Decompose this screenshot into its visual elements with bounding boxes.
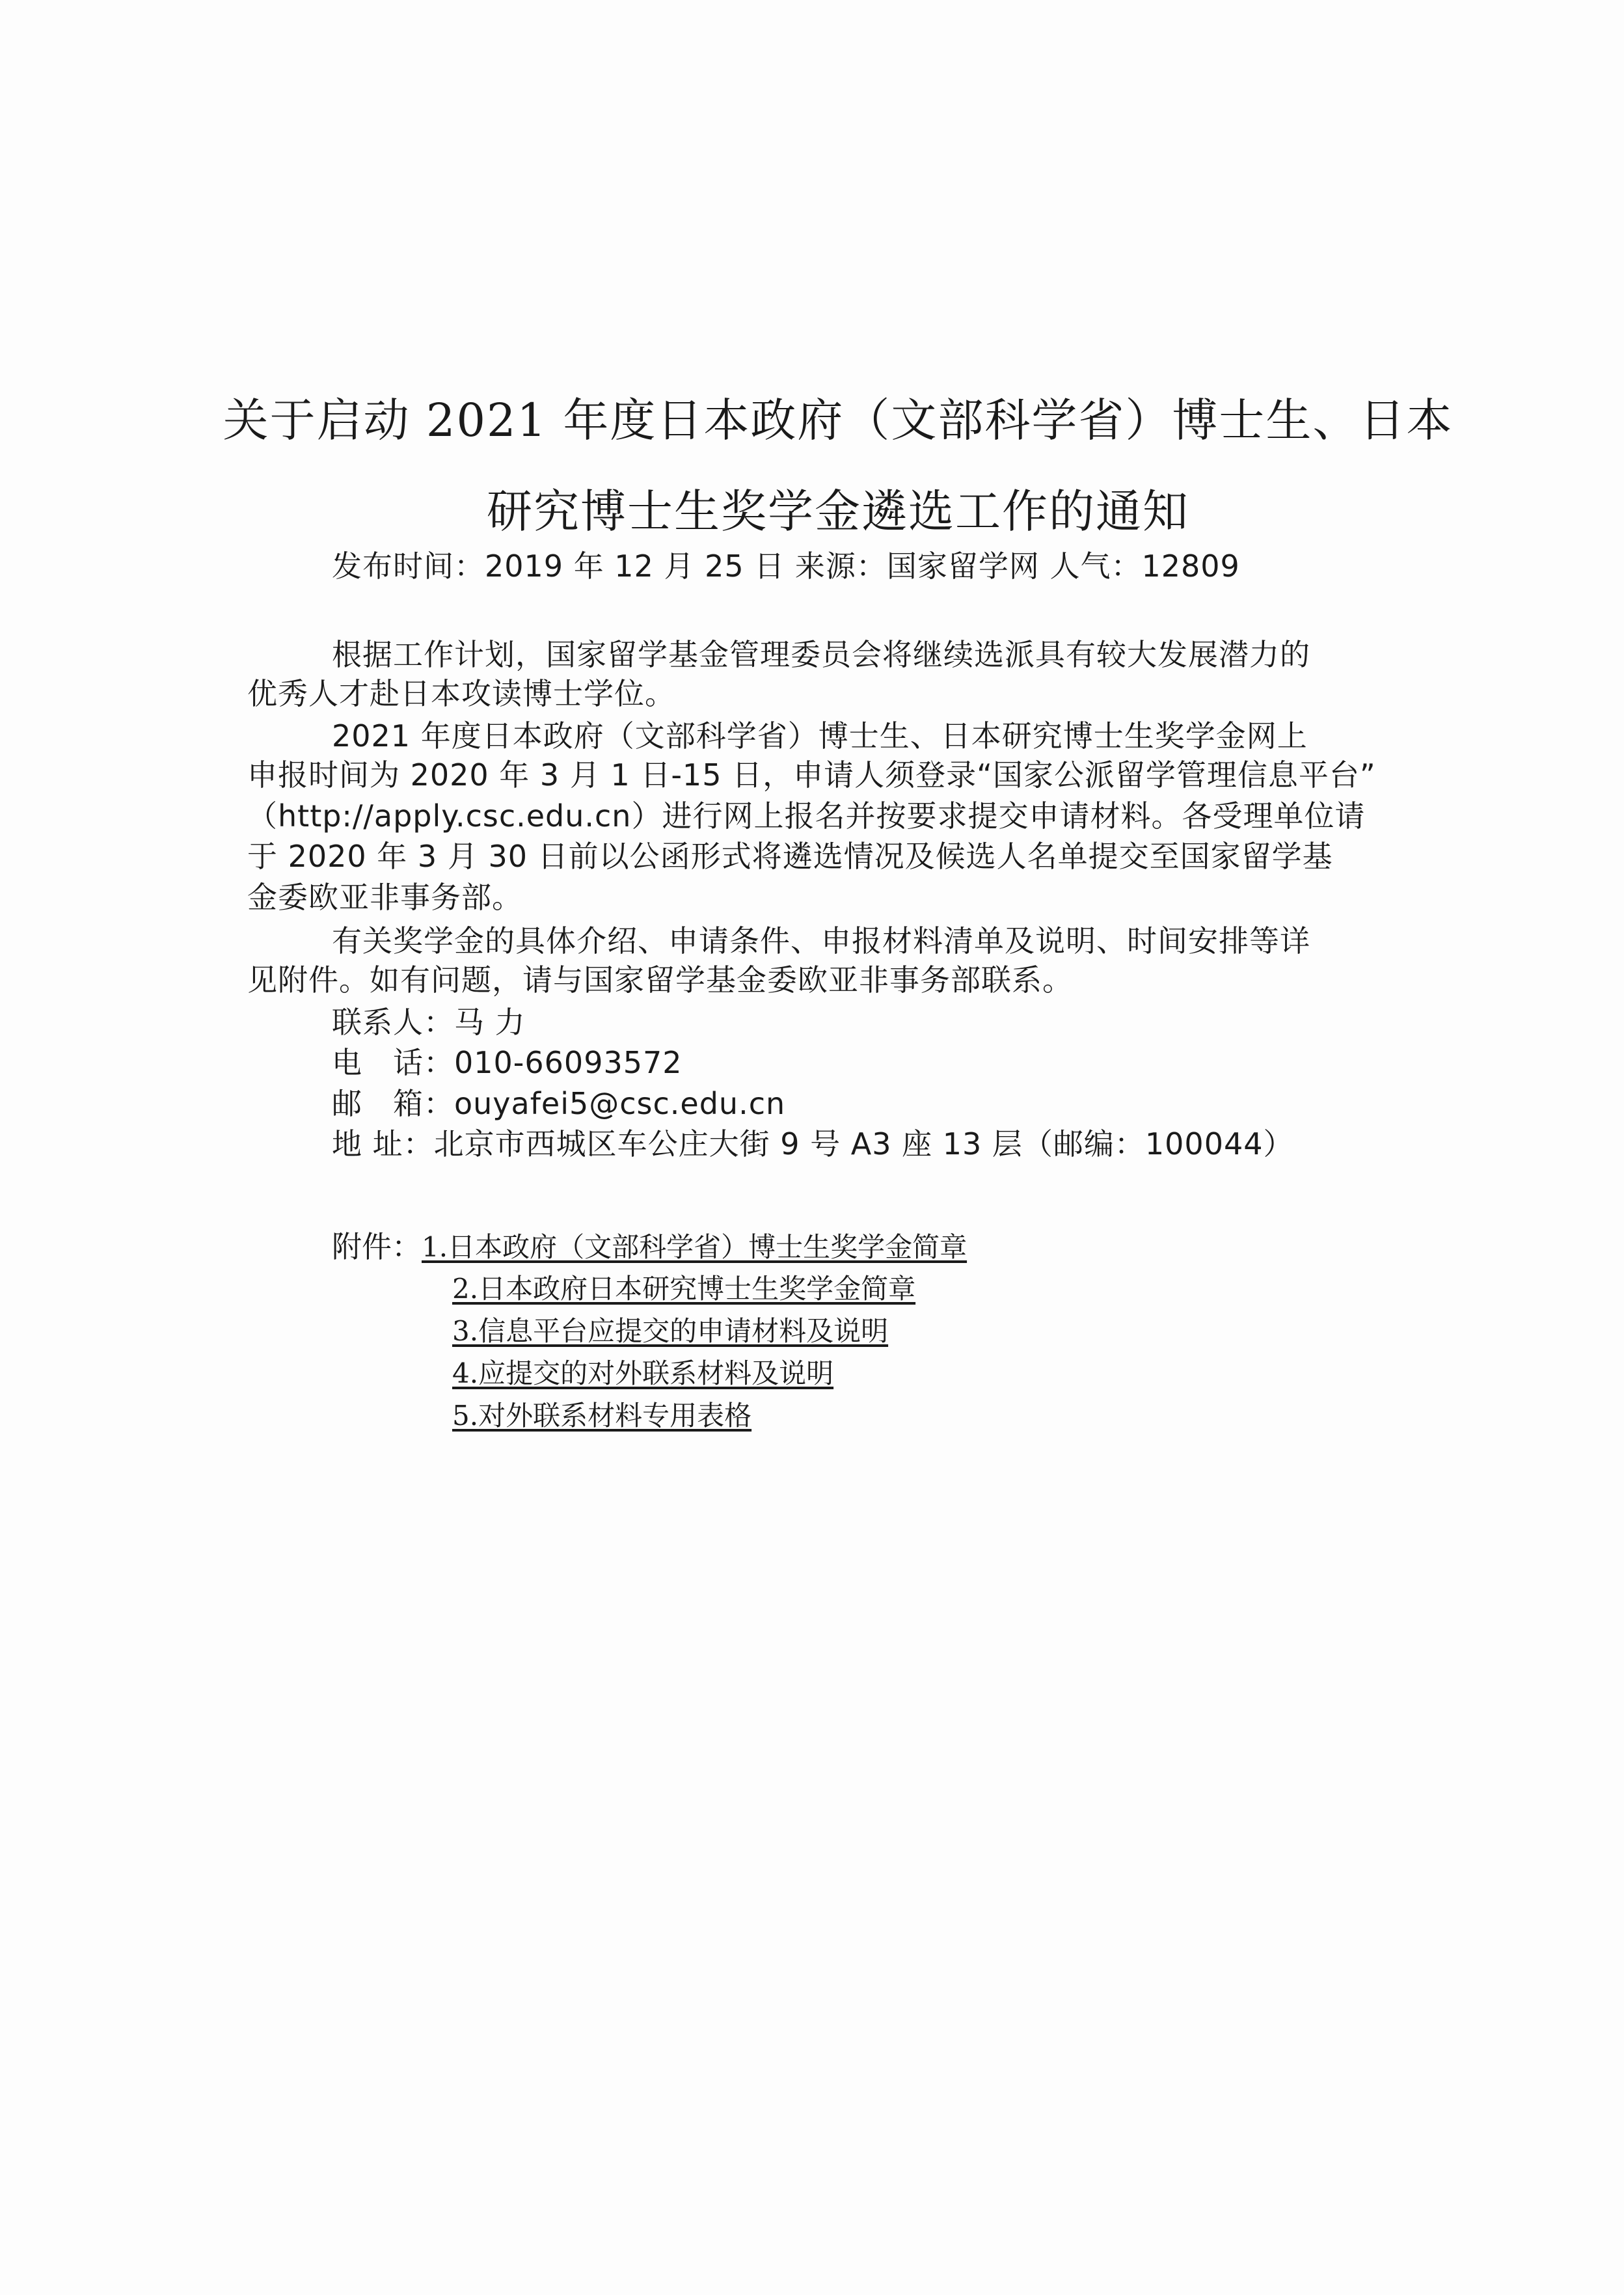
- paragraph-1-line-2: 优秀人才赴日本攻读博士学位。: [247, 676, 675, 711]
- paragraph-3-line-2: 见附件。如有问题，请与国家留学基金委欧亚非事务部联系。: [247, 962, 1073, 998]
- attachment-link-1[interactable]: 1.日本政府（文部科学省）博士生奖学金简章: [422, 1231, 968, 1263]
- contact-person: 联系人：马 力: [332, 1005, 526, 1040]
- paragraph-2-line-2: 申报时间为 2020 年 3 月 1 日-15 日，申请人须登录“国家公派留学管理信息平台”: [247, 757, 1376, 793]
- publish-meta: 发布时间：2019 年 12 月 25 日 来源：国家留学网 人气：12809: [332, 549, 1240, 584]
- paragraph-2-line-4: 于 2020 年 3 月 30 日前以公函形式将遴选情况及候选人名单提交至国家留学基: [247, 839, 1333, 874]
- attachments-label: 附件：: [332, 1229, 422, 1264]
- contact-phone: 电 话：010-66093572: [332, 1045, 683, 1080]
- attachment-link-4[interactable]: 4.应提交的对外联系材料及说明: [452, 1357, 834, 1389]
- contact-email: 邮 箱：ouyafei5@csc.edu.cn: [332, 1086, 786, 1121]
- contact-address: 地 址：北京市西城区车公庄大街 9 号 A3 座 13 层（邮编：100044）: [332, 1126, 1294, 1161]
- notice-title-line-2: 研究博士生奖学金遴选工作的通知: [487, 485, 1189, 538]
- paragraph-2-line-3: （http://apply.csc.edu.cn）进行网上报名并按要求提交申请材料。各受理单位请: [247, 798, 1366, 834]
- notice-title-line-1: 关于启动 2021 年度日本政府（文部科学省）博士生、日本: [223, 394, 1454, 447]
- attachment-link-3[interactable]: 3.信息平台应提交的申请材料及说明: [452, 1315, 889, 1347]
- paragraph-3-line-1: 有关奖学金的具体介绍、申请条件、申报材料清单及说明、时间安排等详: [332, 923, 1310, 958]
- paragraph-1-line-1: 根据工作计划，国家留学基金管理委员会将继续选派具有较大发展潜力的: [332, 637, 1310, 672]
- attachment-link-2[interactable]: 2.日本政府日本研究博士生奖学金简章: [452, 1273, 916, 1305]
- attachment-link-5[interactable]: 5.对外联系材料专用表格: [452, 1400, 752, 1432]
- paragraph-2-line-5: 金委欧亚非事务部。: [247, 880, 522, 915]
- paragraph-2-line-1: 2021 年度日本政府（文部科学省）博士生、日本研究博士生奖学金网上: [332, 718, 1308, 754]
